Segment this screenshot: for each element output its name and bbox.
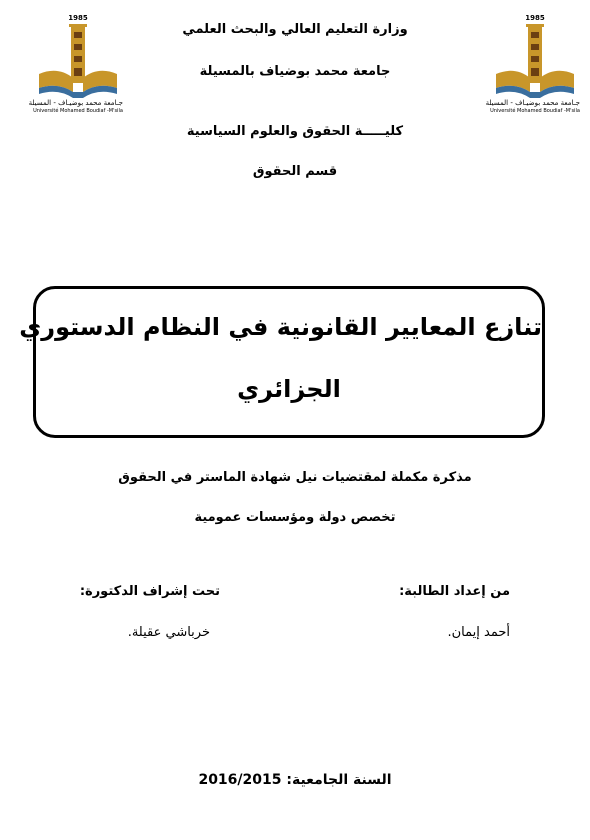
logo-year: 1985 <box>68 14 88 22</box>
logo-name-french: Université Mohamed Boudiaf -M'sila <box>490 108 580 114</box>
memo-description: مذكرة مكملة لمقتضيات نيل شهادة الماستر في الحقوق <box>118 470 472 485</box>
faculty-name: كليـــــة الحقوق والعلوم السياسية <box>186 124 404 139</box>
student-label: من إعداد الطالبة: <box>399 584 510 599</box>
supervisor-label: تحت إشراف الدكتورة: <box>79 584 220 599</box>
university-name: جامعة محمد بوضياف بالمسيلة <box>199 64 391 79</box>
thesis-title-line1: تنازع المعايير القانونية في النظام الدستوري <box>19 313 542 341</box>
logo-year: 1985 <box>525 14 545 22</box>
thesis-title-line2: الجزائري <box>237 375 341 403</box>
logo-name-french: Université Mohamed Boudiaf -M'sila <box>33 108 123 114</box>
student-name: أحمد إيمان. <box>447 625 510 640</box>
supervisor-name: خرباشي عقيلة. <box>127 625 210 640</box>
academic-year: السنة الجامعية: 2016/2015 <box>198 772 392 788</box>
ministry-name: وزارة التعليم العالي والبحث العلمي <box>182 22 408 37</box>
thesis-title-box <box>19 286 545 438</box>
logo-name-arabic: جـامعة محمد بوضيـاف - المسيلة <box>28 99 123 107</box>
department-name: قسم الحقوق <box>252 164 338 179</box>
logo-name-arabic: جـامعة محمد بوضيـاف - المسيلة <box>485 99 580 107</box>
memo-specialty: تخصص دولة ومؤسسات عمومية <box>194 510 396 525</box>
